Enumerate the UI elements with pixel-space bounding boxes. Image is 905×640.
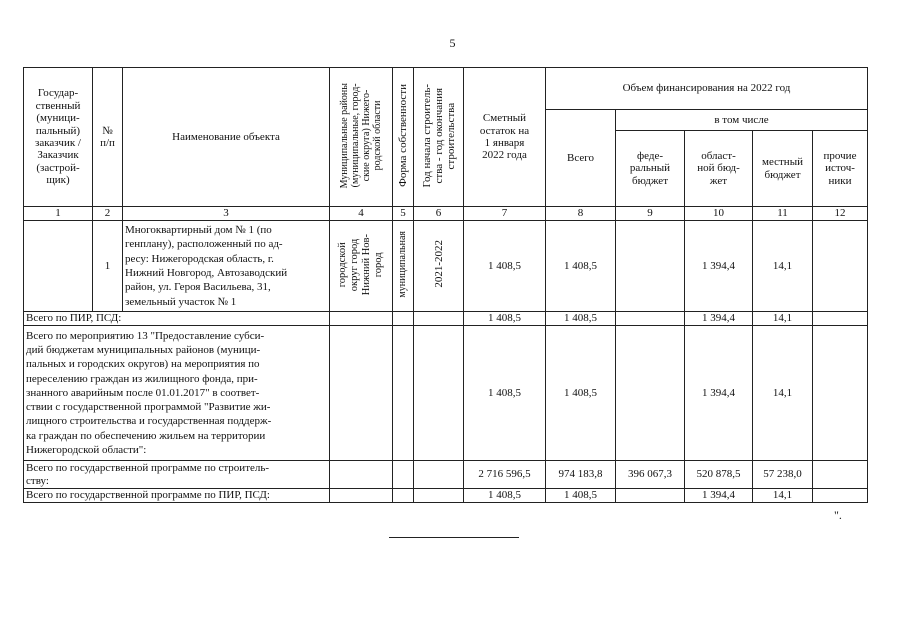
column-number: 7 <box>464 207 546 221</box>
column-number: 2 <box>93 207 123 221</box>
cell-estimated: 2 716 596,5 <box>464 461 546 489</box>
cell-regional: 1 394,4 <box>685 326 753 461</box>
cell-regional: 1 394,4 <box>685 221 753 312</box>
footer-divider-line <box>389 537 519 538</box>
cell-total: 1 408,5 <box>546 221 616 312</box>
cell-estimated: 1 408,5 <box>464 221 546 312</box>
closing-quote-mark: ". <box>834 508 842 522</box>
header-estimated-balance: Сметный остаток на 1 января 2022 года <box>464 68 546 207</box>
cell-other <box>813 221 868 312</box>
cell-estimated: 1 408,5 <box>464 326 546 461</box>
cell-years: 2021-2022 <box>432 240 445 289</box>
cell-estimated: 1 408,5 <box>464 489 546 503</box>
column-number: 10 <box>685 207 753 221</box>
row-label-total-program-pir: Всего по государственной программе по ПИР, ПСД: <box>24 489 330 503</box>
header-including: в том числе <box>616 110 868 131</box>
header-other: прочие источ- ники <box>813 131 868 207</box>
cell-federal <box>616 221 685 312</box>
cell-federal <box>616 489 685 503</box>
column-number: 3 <box>123 207 330 221</box>
header-construction-years: Год начала строитель- ства - год окончания строительства <box>420 83 457 188</box>
cell-regional: 1 394,4 <box>685 312 753 326</box>
cell-num: 1 <box>93 221 123 312</box>
header-num: № п/п <box>93 68 123 207</box>
cell-object-name: Многоквартирный дом № 1 (по генплану), расположенный по ад- ресу: Нижегородская область, г. Нижний Новгород, Автозаводский район, ул. Героя Васильева, 31, земельный участок № 1 <box>123 221 330 312</box>
table-row <box>24 221 868 312</box>
table-row <box>24 312 868 326</box>
header-object-name: Наименование объекта <box>123 68 330 207</box>
cell-federal <box>616 326 685 461</box>
column-number: 8 <box>546 207 616 221</box>
page-number: 5 <box>449 36 456 50</box>
row-label-total-measure: Всего по мероприятию 13 "Предоставление субси- дий бюджетам муниципальных районов (муници- пальных и городских округов) на мероприятия по переселению граждан из жилищного фонда, при- знанного аварийным после 01.01.2017" в соответ- ствии с государственной программой "Развитие жи- лищного строительства и государственная поддерж- ка граждан по обеспечению жильем на территории Нижегородской области": <box>24 326 330 461</box>
cell-local: 14,1 <box>753 489 813 503</box>
column-number: 9 <box>616 207 685 221</box>
cell-federal: 396 067,3 <box>616 461 685 489</box>
cell-local: 14,1 <box>753 312 813 326</box>
cell-total: 1 408,5 <box>546 326 616 461</box>
cell-district: городской округ город Нижний Нов- город <box>337 233 384 295</box>
cell-total: 974 183,8 <box>546 461 616 489</box>
cell-regional: 520 878,5 <box>685 461 753 489</box>
column-number: 11 <box>753 207 813 221</box>
cell-federal <box>616 312 685 326</box>
header-federal: феде- ральный бюджет <box>616 131 685 207</box>
cell-regional: 1 394,4 <box>685 489 753 503</box>
row-label-total-pir: Всего по ПИР, ПСД: <box>24 312 330 326</box>
column-number: 1 <box>24 207 93 221</box>
header-financing-volume: Объем финансирования на 2022 год <box>546 68 868 110</box>
header-municipal-districts: Муниципальные районы (муниципальные, город- ские округа) Нижего- родской области <box>339 82 383 188</box>
cell-ownership: муниципальная <box>397 231 408 298</box>
header-customer: Государ- ственный (муници- пальный) заказчик / Заказчик (застрой- щик) <box>24 68 93 207</box>
table-row <box>24 461 868 489</box>
financing-table <box>23 67 868 503</box>
cell-customer <box>24 221 93 312</box>
column-number: 5 <box>393 207 414 221</box>
cell-local: 57 238,0 <box>753 461 813 489</box>
row-label-total-program-construction: Всего по государственной программе по строитель- ству: <box>24 461 330 489</box>
header-total: Всего <box>546 110 616 207</box>
cell-total: 1 408,5 <box>546 312 616 326</box>
header-ownership-form: Форма собственности <box>397 83 409 187</box>
header-regional: област- ной бюд- жет <box>685 131 753 207</box>
cell-local: 14,1 <box>753 221 813 312</box>
column-number: 12 <box>813 207 868 221</box>
cell-other <box>813 489 868 503</box>
column-number: 6 <box>414 207 464 221</box>
header-local: местный бюджет <box>753 131 813 207</box>
column-number: 4 <box>330 207 393 221</box>
table-row <box>24 489 868 503</box>
cell-other <box>813 461 868 489</box>
cell-total: 1 408,5 <box>546 489 616 503</box>
cell-other <box>813 312 868 326</box>
cell-other <box>813 326 868 461</box>
cell-local: 14,1 <box>753 326 813 461</box>
cell-estimated: 1 408,5 <box>464 312 546 326</box>
table-row <box>24 326 868 461</box>
